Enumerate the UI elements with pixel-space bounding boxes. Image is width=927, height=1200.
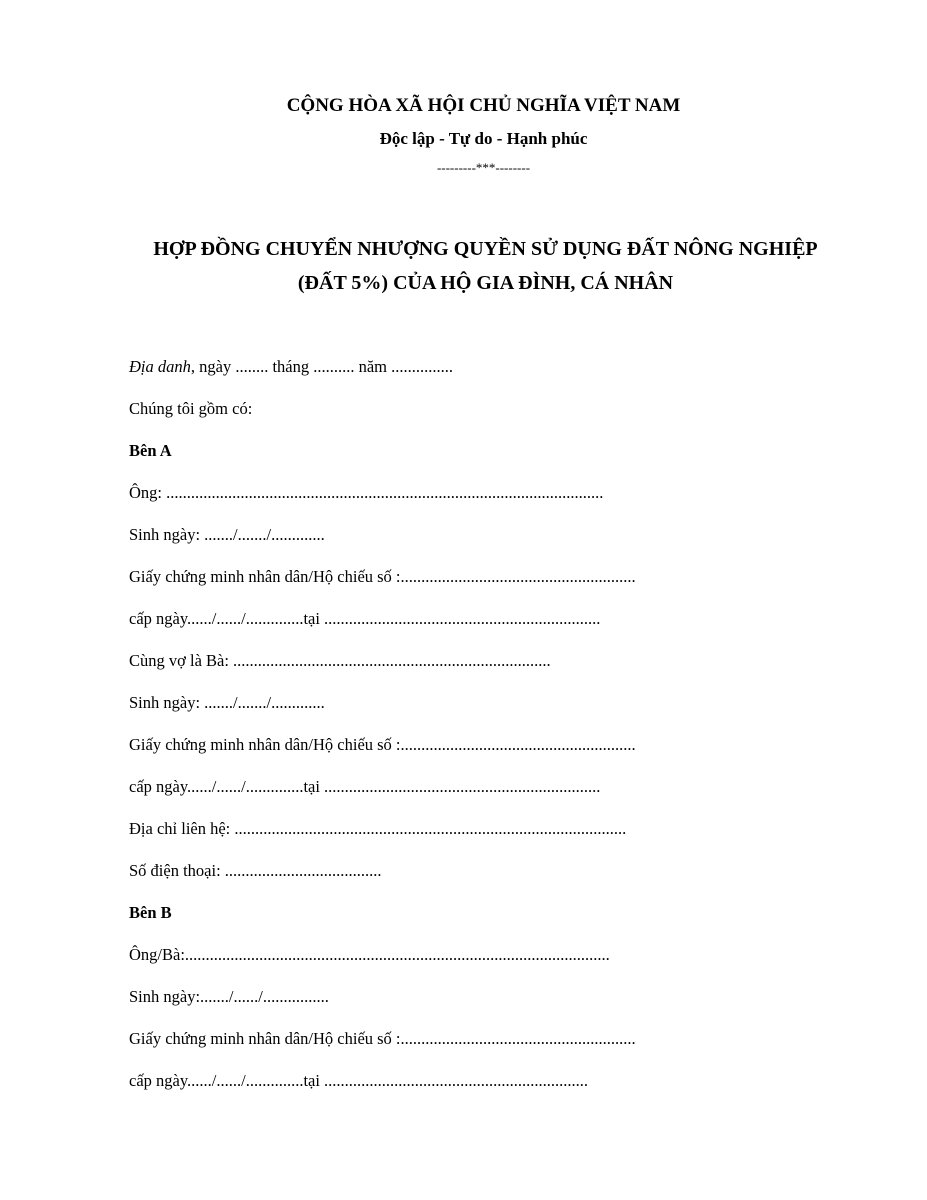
party-a-wife-field: Cùng vợ là Bà: .............................................................................	[129, 651, 551, 670]
place-name: Địa danh	[129, 357, 191, 376]
party-b-heading: Bên B	[129, 903, 172, 922]
party-a-wife-id-field: Giấy chứng minh nhân dân/Hộ chiếu số :.........................................................	[129, 735, 636, 754]
party-a-husband-issued-field: cấp ngày....../....../..............tại ...................................................................	[129, 609, 601, 628]
party-a-husband-id-field: Giấy chứng minh nhân dân/Hộ chiếu số :.........................................................	[129, 567, 636, 586]
party-a-husband-dob-field: Sinh ngày: ......./......./.............	[129, 525, 325, 544]
party-a-heading: Bên A	[129, 441, 172, 460]
party-a-address-field: Địa chỉ liên hệ: ...............................................................................................	[129, 819, 627, 838]
date-blanks: , ngày ........ tháng .......... năm ...............	[190, 357, 454, 376]
intro-text: Chúng tôi gồm có:	[129, 399, 253, 418]
party-b-id-field: Giấy chứng minh nhân dân/Hộ chiếu số :.........................................................	[129, 1029, 636, 1048]
party-a-wife-dob-field: Sinh ngày: ......./......./.............	[129, 693, 325, 712]
party-b-dob-field: Sinh ngày:......./....../................	[129, 987, 329, 1006]
national-motto: Độc lập - Tự do - Hạnh phúc	[379, 129, 588, 148]
country-name: CỘNG HÒA XÃ HỘI CHỦ NGHĨA VIỆT NAM	[286, 95, 681, 116]
place-date-line	[129, 357, 453, 377]
party-a-wife-issued-field: cấp ngày....../....../..............tại ...................................................................	[129, 777, 601, 796]
document-title-line-2: (ĐẤT 5%) CỦA HỘ GIA ĐÌNH, CÁ NHÂN	[297, 272, 674, 294]
header-separator: ---------***--------	[436, 160, 531, 175]
document-title-line-1: HỢP ĐỒNG CHUYỂN NHƯỢNG QUYỀN SỬ DỤNG ĐẤT NÔNG NGHIỆP	[153, 238, 818, 260]
party-b-issued-field: cấp ngày....../....../..............tại ................................................................	[129, 1071, 589, 1090]
party-b-name-field: Ông/Bà:.......................................................................................................	[129, 945, 610, 964]
party-a-phone-field: Số điện thoại: ......................................	[129, 861, 382, 880]
party-a-husband-field: Ông: ..........................................................................................................	[129, 483, 604, 502]
